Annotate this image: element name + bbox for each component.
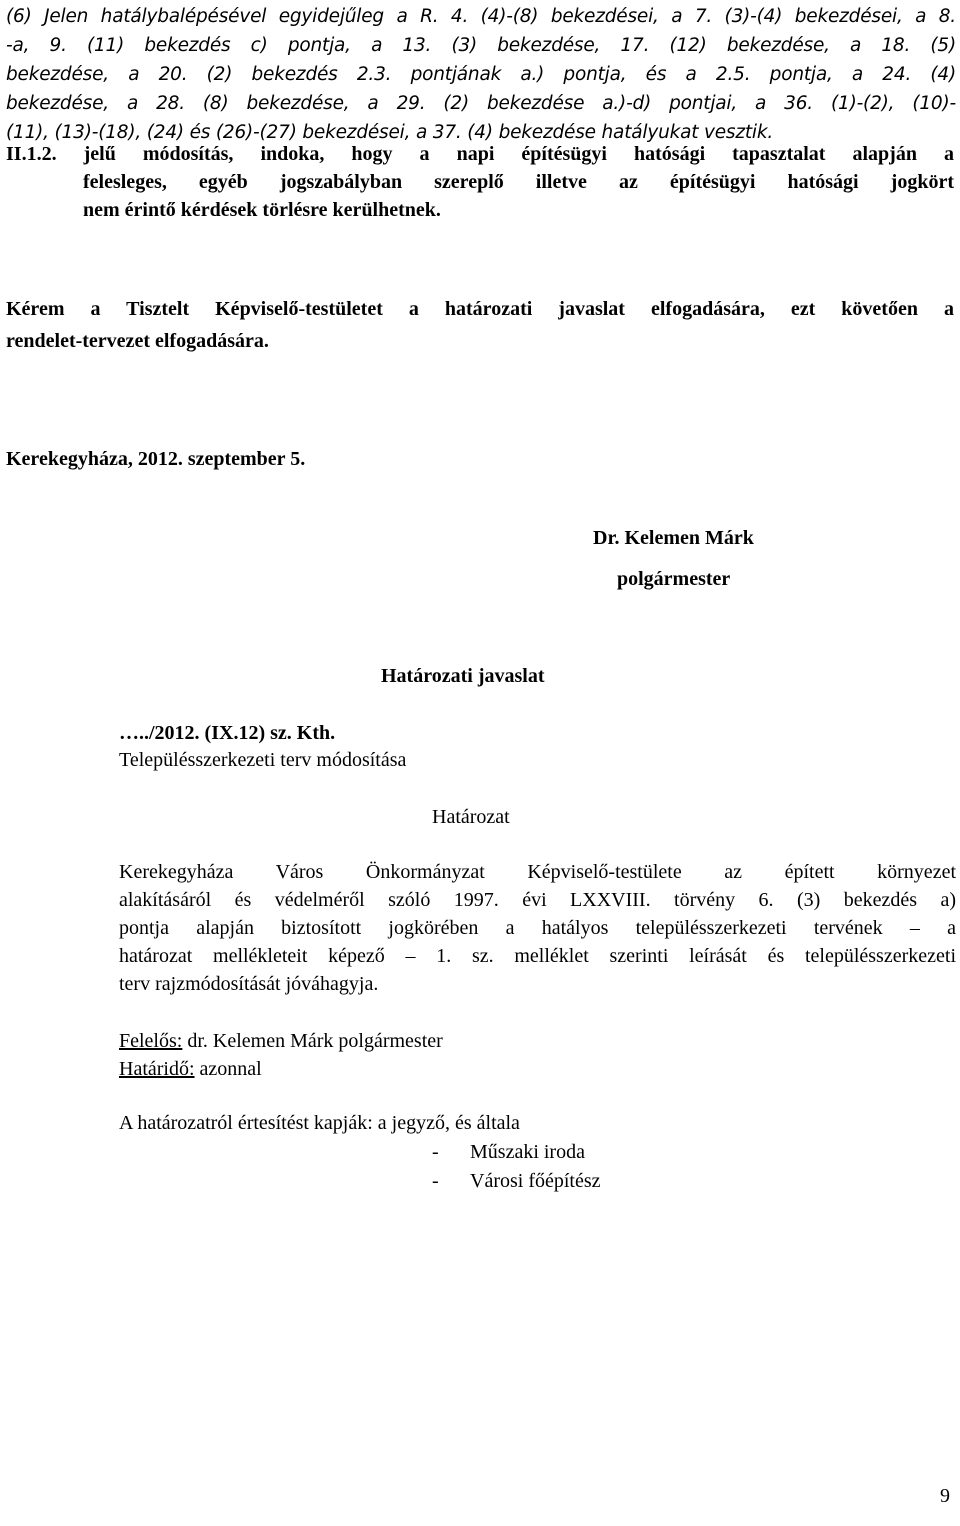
page-number: 9 [940, 1485, 950, 1507]
signer-name: Dr. Kelemen Márk [593, 527, 754, 549]
list-dash: - [432, 1141, 439, 1163]
request-paragraph [6, 293, 954, 357]
distribution-item-label: Műszaki iroda [470, 1141, 585, 1163]
place-date: Kerekegyháza, 2012. szeptember 5. [6, 448, 306, 470]
request-line: rendelet-tervezet elfogadására. [6, 330, 269, 352]
deadline-value: azonnal [194, 1058, 262, 1080]
distribution-item [432, 1167, 601, 1195]
resolution-body-line: Kerekegyháza Város Önkormányzat Képviselő-testülete az épített környezet [119, 861, 956, 883]
repeal-paragraph [6, 2, 956, 147]
resolution-number: …../2012. (IX.12) sz. Kth. [119, 722, 336, 744]
responsible-label: Felelős: [119, 1030, 183, 1052]
amendment-reason-line: nem érintő kérdések törlésre kerülhetnek. [83, 199, 441, 221]
distribution-line: A határozatról értesítést kapják: a jegyző, és általa [119, 1112, 520, 1134]
deadline-label: Határidő: [119, 1058, 195, 1080]
resolution-body-line: terv rajzmódosítását jóváhagyja. [119, 973, 379, 995]
resolution-subject: Településszerkezeti terv módosítása [119, 749, 407, 771]
amendment-reason-line: II.1.2. jelű módosítás, indoka, hogy a napi építésügyi hatósági tapasztalat alapján a [6, 143, 954, 165]
distribution-item [432, 1138, 585, 1166]
resolution-body-line: pontja alapján biztosított jogkörében a hatályos településszerkezeti tervének – a [119, 917, 956, 939]
resolution-body-line: alakításáról és védelméről szóló 1997. évi LXXVIII. törvény 6. (3) bekezdés a) [119, 889, 956, 911]
signer-title: polgármester [617, 568, 731, 590]
repeal-line: bekezdése, a 20. (2) bekezdés 2.3. pontjának a.) pontja, és a 2.5. pontja, a 24. (4) [6, 64, 956, 85]
responsible-line [119, 1027, 443, 1055]
proposal-heading: Határozati javaslat [381, 665, 545, 687]
request-line: Kérem a Tisztelt Képviselő-testületet a határozati javaslat elfogadására, ezt követően a [6, 298, 954, 320]
amendment-reason [6, 140, 954, 224]
repeal-line: -a, 9. (11) bekezdés c) pontja, a 13. (3) bekezdése, 17. (12) bekezdése, a 18. (5) [6, 35, 956, 56]
list-dash: - [432, 1170, 439, 1192]
amendment-reason-line: felesleges, egyéb jogszabályban szereplő illetve az építésügyi hatósági jogkört [83, 171, 954, 193]
distribution-item-label: Városi főépítész [470, 1170, 601, 1192]
deadline-line [119, 1055, 262, 1083]
resolution-body-line: határozat mellékleteit képező – 1. sz. melléklet szerinti leírását és településszerkezeti [119, 945, 956, 967]
repeal-line: (11), (13)-(18), (24) és (26)-(27) bekezdései, a 37. (4) bekezdése hatályukat vesztik. [6, 122, 774, 143]
resolution-heading: Határozat [432, 806, 510, 828]
resolution-body [119, 858, 956, 998]
repeal-line: bekezdése, a 28. (8) bekezdése, a 29. (2) bekezdése a.)-d) pontjai, a 36. (1)-(2), (10)- [6, 93, 956, 114]
responsible-value: dr. Kelemen Márk polgármester [182, 1030, 443, 1052]
repeal-line: (6) Jelen hatálybalépésével egyidejűleg a R. 4. (4)-(8) bekezdései, a 7. (3)-(4) bekezdései, a 8. [6, 6, 956, 27]
